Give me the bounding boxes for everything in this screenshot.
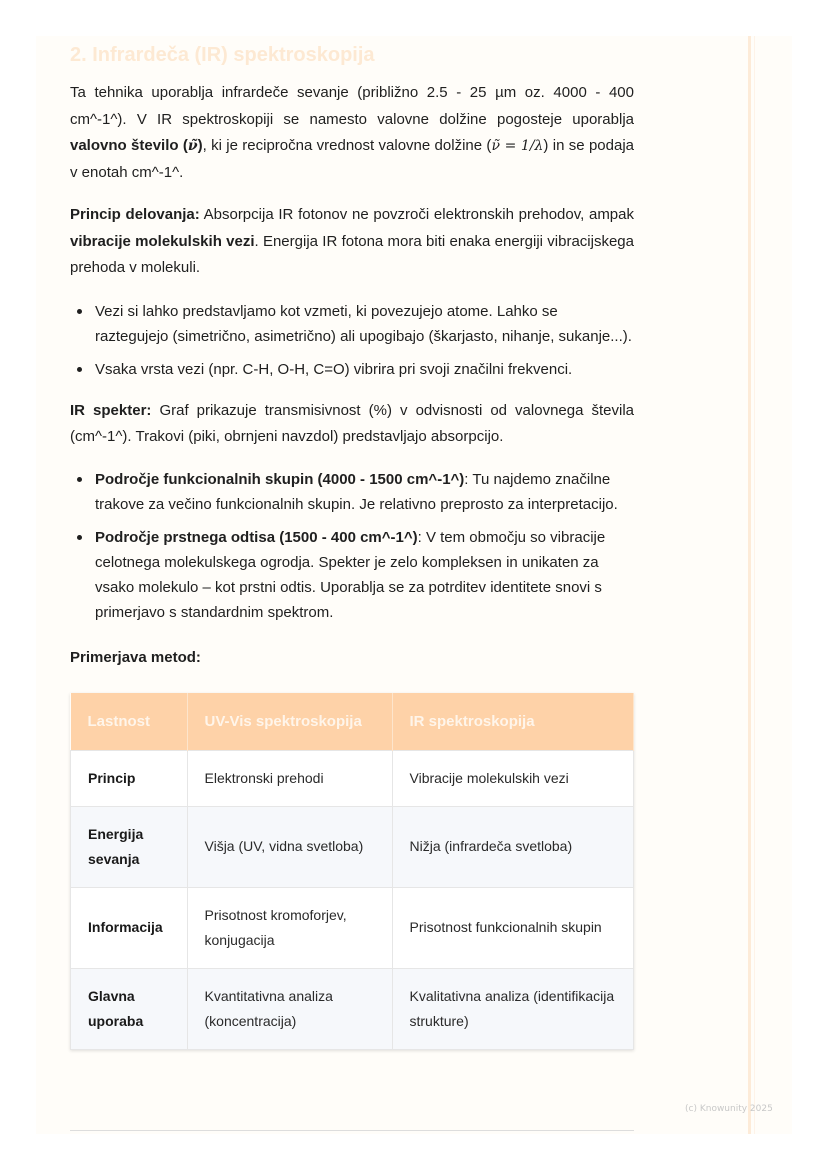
intro-bold-term	[70, 137, 203, 154]
region-description: : V tem območju so vibracije celotnega molekulskega ogrodja. Spekter je zelo kompleksen in unikaten za vsako molekulo – kot prstni odtis. Uporablja se za potrditev identitete snovi s primerjavo s standardnim spektrom.	[95, 528, 606, 621]
region-description: : Tu najdemo značilne trakove za večino funkcionalnih skupin. Je relativno preprosto za interpretacijo.	[95, 470, 618, 513]
wavenumber-formula: ν̃ = 1/λ	[491, 138, 544, 154]
spectrum-text: Graf prikazuje transmisivnost (%) v odvisnosti od valovnega števila (cm^-1^). Trakovi (piki, obrnjeni navzdol) predstavljajo absorpcijo.	[70, 401, 634, 445]
table-cell: Prisotnost funkcionalnih skupin	[392, 887, 634, 968]
table-row-header: Informacija	[71, 887, 188, 968]
table-cell: Višja (UV, vidna svetloba)	[187, 806, 392, 887]
table-cell: Prisotnost kromoforjev, konjugacija	[187, 887, 392, 968]
spectrum-paragraph	[70, 398, 634, 451]
wavenumber-symbol: ν̃	[187, 138, 198, 154]
table-row	[71, 750, 634, 806]
list-item: Vsaka vrsta vezi (npr. C-H, O-H, C=O) vibrira pri svoji značilni frekvenci.	[95, 357, 634, 382]
section-title: 2. Infrardeča (IR) spektroskopija	[70, 44, 375, 66]
bond-vibration-list	[70, 299, 634, 382]
table-cell: Kvalitativna analiza (identifikacija strukture)	[392, 968, 634, 1049]
table-cell: Kvantitativna analiza (koncentracija)	[187, 968, 392, 1049]
table-header-row	[71, 693, 634, 751]
principle-paragraph	[70, 202, 634, 282]
table-row-header: Energija sevanja	[71, 806, 188, 887]
principle-text-1: Absorpcija IR fotonov ne povzroči elektronskih prehodov, ampak	[199, 206, 634, 223]
intro-text-3: ) in se podaja v enotah cm^-1^.	[70, 137, 634, 181]
table-row-header: Princip	[71, 750, 188, 806]
principle-text-2: . Energija IR fotona mora biti enaka energiji vibracijskega prehoda v molekuli.	[70, 232, 634, 276]
table-header-cell: IR spektroskopija	[392, 693, 634, 751]
table-cell: Vibracije molekulskih vezi	[392, 750, 634, 806]
page-margin-rule-secondary	[754, 36, 755, 1134]
table-row	[71, 806, 634, 887]
intro-text-2: , ki je recipročna vrednost valovne dolžine (	[202, 137, 492, 154]
table-header-cell: UV-Vis spektroskopija	[187, 693, 392, 751]
intro-text-1: Ta tehnika uporablja infrardeče sevanje (približno 2.5 - 25 µm oz. 4000 - 400 cm^-1^). V IR spektroskopiji se namesto valovne dolžine pogosteje uporablja	[70, 84, 634, 128]
page-margin-rule	[748, 36, 751, 1134]
intro-paragraph	[70, 80, 634, 186]
table-row-header: Glavna uporaba	[71, 968, 188, 1049]
list-item	[95, 525, 634, 625]
region-title: Področje prstnega odtisa (1500 - 400 cm^-1^)	[95, 528, 418, 546]
list-item	[95, 467, 634, 517]
table-row	[71, 887, 634, 968]
principle-bold-term: vibracije molekulskih vezi	[70, 232, 255, 250]
document-content	[70, 36, 634, 1050]
intro-bold-close: )	[197, 137, 203, 154]
table-header-cell: Lastnost	[71, 693, 188, 751]
list-item: Vezi si lahko predstavljamo kot vzmeti, ki povezujejo atome. Lahko se raztegujejo (simetrično, asimetrično) ali upogibajo (škarjasto, nihanje, sukanje...).	[95, 299, 634, 349]
comparison-heading: Primerjava metod:	[70, 648, 201, 666]
principle-label: Princip delovanja:	[70, 206, 200, 223]
table-row	[71, 968, 634, 1049]
table-cell: Elektronski prehodi	[187, 750, 392, 806]
spectrum-label: IR spekter:	[70, 401, 152, 419]
table-cell: Nižja (infrardeča svetloba)	[392, 806, 634, 887]
intro-bold-text: valovno število (	[70, 137, 188, 154]
region-title: Področje funkcionalnih skupin (4000 - 1500 cm^-1^)	[95, 470, 465, 488]
copyright-footer: (c) Knowunity 2025	[685, 1104, 773, 1114]
comparison-table	[70, 693, 634, 1050]
spectrum-regions-list	[70, 467, 634, 625]
bottom-divider	[70, 1130, 634, 1131]
